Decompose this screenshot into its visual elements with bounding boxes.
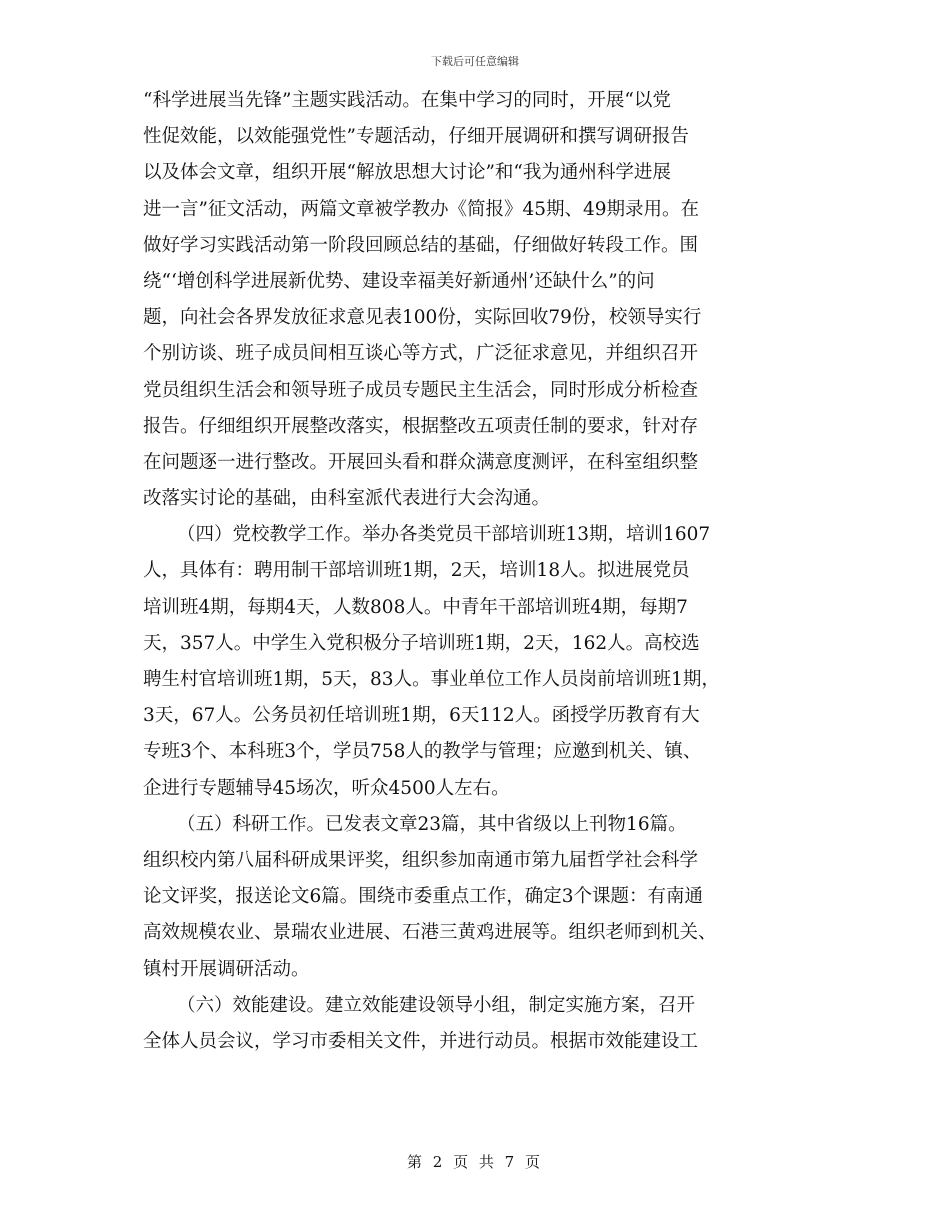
text-line: 天，357人。中学生入党积极分子培训班1期，2天，162人。高校选	[143, 632, 700, 654]
text-line: 人，具体有：聘用制干部培训班1期，2天，培训18人。拟进展党员	[143, 560, 690, 582]
text-line: “科学进展当先锋”主题实践活动。在集中学习的同时，开展“以党	[143, 90, 671, 111]
text-line: 组织校内第八届科研成果评奖，组织参加南通市第九届哲学社会科学	[143, 849, 699, 871]
text-line: 在问题逐一进行整改。开展回头看和群众满意度测评，在科室组织整	[143, 451, 699, 473]
document-body	[143, 83, 811, 1060]
text-line: 全体人员会议，学习市委相关文件，并进行动员。根据市效能建设工	[143, 1030, 699, 1052]
text-line: 3天，67人。公务员初任培训班1期，6天112人。函授学历教育有大	[143, 705, 700, 727]
text-line: 高效规模农业、景瑞农业进展、石港三黄鸡进展等。组织老师到机关、	[143, 922, 717, 944]
text-line: 报告。仔细组织开展整改落实，根据整改五项责任制的要求，针对存	[143, 415, 699, 437]
text-line: 培训班4期，每期4天，人数808人。中青年干部培训班4期，每期7	[143, 596, 688, 618]
text-line: 个别访谈、班子成员间相互谈心等方式，广泛征求意见，并组织召开	[143, 343, 699, 365]
text-line: 以及体会文章，组织开展“解放思想大讨论”和“我为通州科学进展	[143, 162, 671, 184]
page-footer: 第 2 页 共 7 页	[407, 1153, 543, 1171]
text-line: 企进行专题辅导45场次，听众4500人左右。	[143, 777, 510, 799]
text-line: 镇村开展调研活动。	[143, 958, 310, 980]
text-line: （六）效能建设。建立效能建设领导小组，制定实施方案，召开	[177, 994, 696, 1016]
text-line: 改落实讨论的基础，由科室派代表进行大会沟通。	[143, 488, 551, 510]
text-line: 论文评奖，报送论文6篇。围绕市委重点工作，确定3个课题：有南通	[143, 886, 704, 908]
text-line: （五）科研工作。已发表文章23篇，其中省级以上刊物16篇。	[177, 813, 687, 835]
text-line: 题，向社会各界发放征求意见表100份，实际回收79份，校领导实行	[143, 307, 702, 329]
page-header: 下载后可任意编辑	[431, 55, 519, 68]
text-line: 聘生村官培训班1期，5天，83人。事业单位工作人员岗前培训班1期，	[143, 669, 720, 690]
text-line: 进一言”征文活动，两篇文章被学教办《简报》45期、49期录用。在	[143, 198, 700, 220]
text-line: 专班3个、本科班3个，学员758人的教学与管理；应邀到机关、镇、	[143, 741, 702, 763]
text-line: 党员组织生活会和领导班子成员专题民主生活会，同时形成分析检查	[143, 379, 699, 401]
text-line: 性促效能，以效能强党性”专题活动，仔细开展调研和撰写调研报告	[143, 126, 689, 148]
text-line: 做好学习实践活动第一阶段回顾总结的基础，仔细做好转段工作。围	[143, 234, 699, 256]
text-line: 绕“‘增创科学进展新优势、建设幸福美好新通州’还缺什么”的问	[143, 270, 655, 292]
text-line: （四）党校教学工作。举办各类党员干部培训班13期，培训1607	[177, 524, 711, 546]
